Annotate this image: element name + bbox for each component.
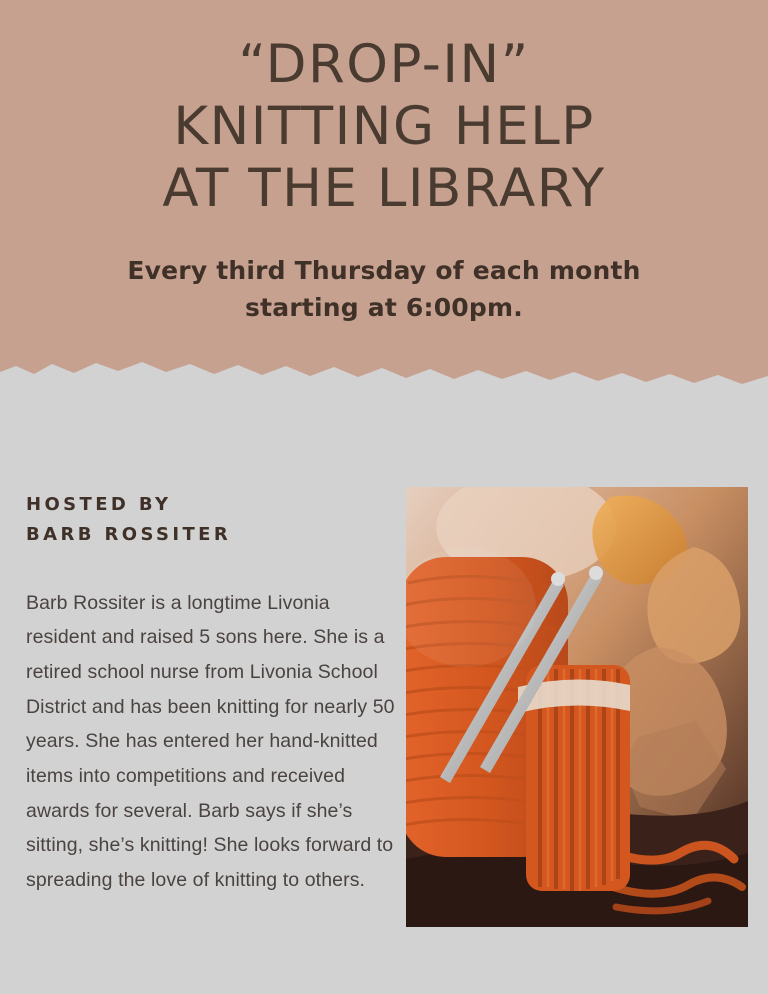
host-bio-text: Barb Rossiter is a longtime Livonia resident and raised 5 sons here. She is a retired school nurse from Livonia School District and has been knitting for nearly 50 years. She has entered her hand-knitted items into competitions and received awards for several. Barb says if she’s sitting, she’s knitting! She looks forward to spreading the love of knitting to others. <box>26 591 395 892</box>
page-title-line-1: “DROP-IN” <box>238 34 530 95</box>
torn-paper-edge-icon <box>0 352 768 392</box>
knitting-photo <box>406 487 748 927</box>
knitting-photo-illustration <box>406 487 748 927</box>
page-title-line-3: AT THE LIBRARY <box>162 158 606 219</box>
event-schedule <box>0 252 768 326</box>
page-title <box>0 34 768 220</box>
host-label <box>26 490 386 550</box>
host-name: BARB ROSSITER <box>26 524 232 546</box>
host-label-line-1: HOSTED BY <box>26 494 172 515</box>
event-schedule-line-1: Every third Thursday of each month <box>127 256 641 285</box>
header-banner <box>0 0 768 392</box>
page-title-line-2: KNITTING HELP <box>173 96 595 157</box>
event-schedule-line-2: starting at 6:00pm. <box>245 293 523 322</box>
